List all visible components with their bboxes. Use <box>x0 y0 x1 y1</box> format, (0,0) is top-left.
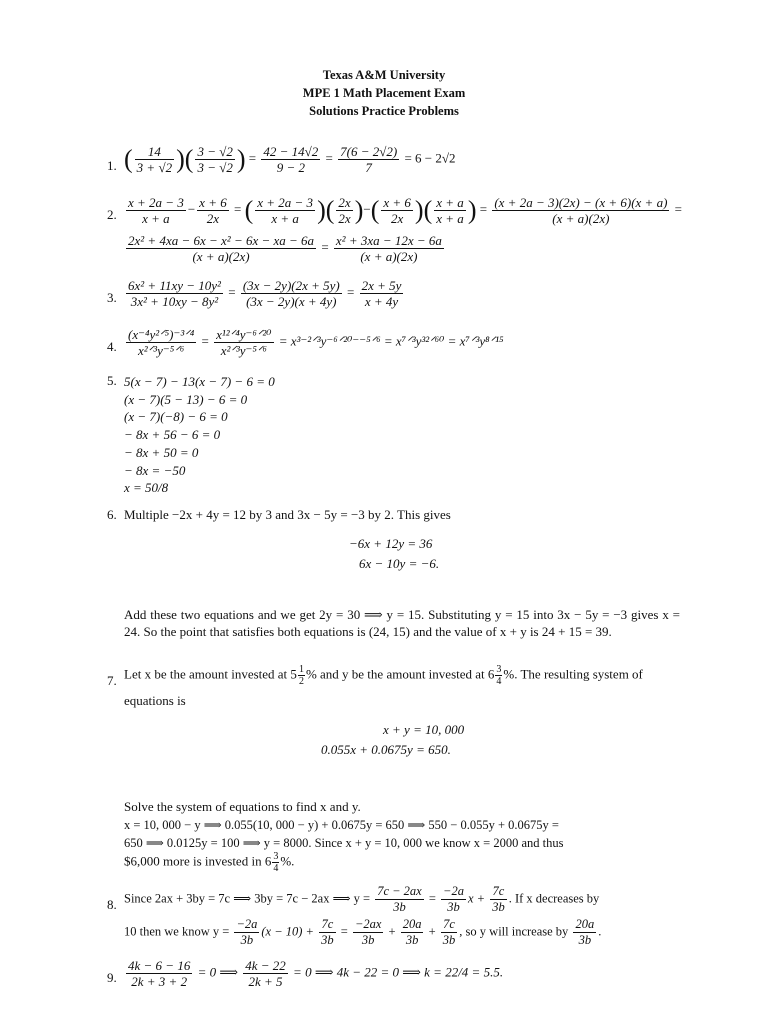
problem-7-work-line-2: 650 ⟹ 0.0125y = 100 ⟹ y = 8000. Since x + y = 10, 000 we know x = 2000 and thus <box>124 836 564 850</box>
problem-number-1: 1. <box>107 158 117 173</box>
exam-title: MPE 1 Math Placement Exam <box>302 86 466 100</box>
fraction: $\frac{14}{3 + √2}$ <box>136 144 173 175</box>
page-subtitle: Solutions Practice Problems <box>309 104 459 118</box>
problem-1-solution: ( $\frac{14}{3 + √2}$ )( $\frac{3 - √2}{3 - √2}$ ) = $\frac{42 - 14√2}{9 - 2}$ = $\frac{7(6 - 2√2)}{7}$ = 6 − 2√2 <box>124 144 456 175</box>
problem-7-line-1: Let x be the amount invested at 5 $\frac{1}{2}$ % and y be the amount invested at 6 $\frac{3}{4}$ %. The resulting system of <box>124 664 643 687</box>
problem-7-solve-text: Solve the system of equations to find x and y. <box>124 799 361 814</box>
problem-5-steps: 5(x − 7) − 13(x − 7) − 6 = 0 (x − 7)(5 − 13) − 6 = 0 (x − 7)(−8) − 6 = 0 − 8x + 56 − 6 = 0 − 8x + 50 = 0 − 8x = −50 x = 50/8 <box>124 374 275 496</box>
problem-6-intro: Multiple −2x + 4y = 12 by 3 and 3x − 5y = −3 by 2. This gives <box>124 507 451 522</box>
problem-number-7: 7. <box>107 673 117 688</box>
problem-7-work-line-3: $6,000 more is invested in 6 $\frac{3}{4}$ %. <box>124 851 295 874</box>
problem-number-8: 8. <box>107 897 117 912</box>
problem-number-4: 4. <box>107 339 117 354</box>
problem-number-3: 3. <box>107 290 117 305</box>
problem-2-line-1: $\frac{x + 2a - 3}{x + a}$ − $\frac{x + 6}{2x}$ = ( $\frac{x + 2a - 3}{x + a}$ )( $\frac{2x}{2x}$ )−( $\frac{x + 6}{2x}$ )( $\frac{x + a}{x + a}$ ) = $\frac{(x + 2a - 3)(2x) - (x + 6)(x + a)}{(x + a)(2x)}$ = <box>128 195 682 226</box>
problem-4-solution: (x⁻⁴y²ᐟ⁵)⁻³ᐟ⁴ x²ᐟ³y⁻⁵ᐟ⁶ = x¹²ᐟ⁴y⁻⁶ᐟ²⁰ x²ᐟ³y⁻⁵ᐟ⁶ = x³⁻²ᐟ³y⁻⁶ᐟ²⁰⁻⁻⁵ᐟ⁶ = x⁷ᐟ³y³²ᐟ⁶⁰ = x⁷ᐟ³y⁸ᐟ¹⁵ <box>128 327 504 358</box>
problem-7-line-2: equations is <box>124 693 186 708</box>
fraction: $\frac{3 - √2}{3 - √2}$ <box>197 144 233 175</box>
problem-6-equation-2: 6x − 10y = −6. <box>359 556 440 571</box>
problem-7-work-line-1: x = 10, 000 − y ⟹ 0.055(10, 000 − y) + 0.0675y = 650 ⟹ 550 − 0.055y + 0.0675y = <box>124 818 559 832</box>
problem-number-5: 5. <box>107 373 117 388</box>
problem-number-9: 9. <box>107 970 117 985</box>
problem-8-line-1: Since 2ax + 3by = 7c ⟹ 3by = 7c − 2ax ⟹ y = $\frac{7c - 2ax}{3b}$ = $\frac{-2a}{3b}$ x + $\frac{7c}{3b}$ . If x decreases by <box>124 884 600 914</box>
problem-number-2: 2. <box>107 207 117 222</box>
university-title: Texas A&M University <box>322 68 446 82</box>
problem-6-explanation: Add these two equations and we get 2y = 30 ⟹ y = 15. Substituting y = 15 into 3x − 5y = −3 gives x = 24. So the point that satisfies both equations is (24, 15) and the value of x + y is 24 + 15 = 39. <box>124 607 680 639</box>
problem-6-equation-1: −6x + 12y = 36 <box>349 536 433 551</box>
problem-number-6: 6. <box>107 507 117 522</box>
problem-9-solution: $\frac{4k - 6 - 16}{2k + 3 + 2}$ = 0 ⟹ $\frac{4k - 22}{2k + 5}$ = 0 ⟹ 4k − 22 = 0 ⟹ k = 22/4 = 5.5. <box>128 958 504 989</box>
problem-2-line-2: $\frac{\text{2x² + 4xa − 6x − x² − 6x − xa − 6a}}{(x + a)(2x)}$ = $\frac{\text{x² + 3xa − 12x − 6a}}{(x + a)(2x)}$ <box>128 233 442 264</box>
fraction: $\frac{42 - 14√2}{9 - 2}$ <box>263 144 319 175</box>
problem-7-equation-2: 0.055x + 0.0675y = 650. <box>321 742 451 757</box>
fraction: $\frac{7(6 - 2√2)}{7}$ <box>340 144 398 175</box>
problem-3-solution: $\frac{\text{6x² + 11xy − 10y²}}{\text{3x² + 10xy − 8y²}}$ = $\frac{(3x - 2y)(2x + 5y)}{(3x - 2y)(x + 4y)}$ = $\frac{2x + 5y}{x + 4y}$ <box>128 278 402 309</box>
problem-8-line-2: 10 then we know y = $\frac{-2a}{3b}$ (x − 10) + $\frac{7c}{3b}$ = $\frac{-2ax}{3b}$ + $\frac{20a}{3b}$ + $\frac{7c}{3b}$ , so y will increase by $\frac{20a}{3b}$ . <box>124 917 602 947</box>
problem-7-equation-1: x + y = 10, 000 <box>383 722 465 737</box>
